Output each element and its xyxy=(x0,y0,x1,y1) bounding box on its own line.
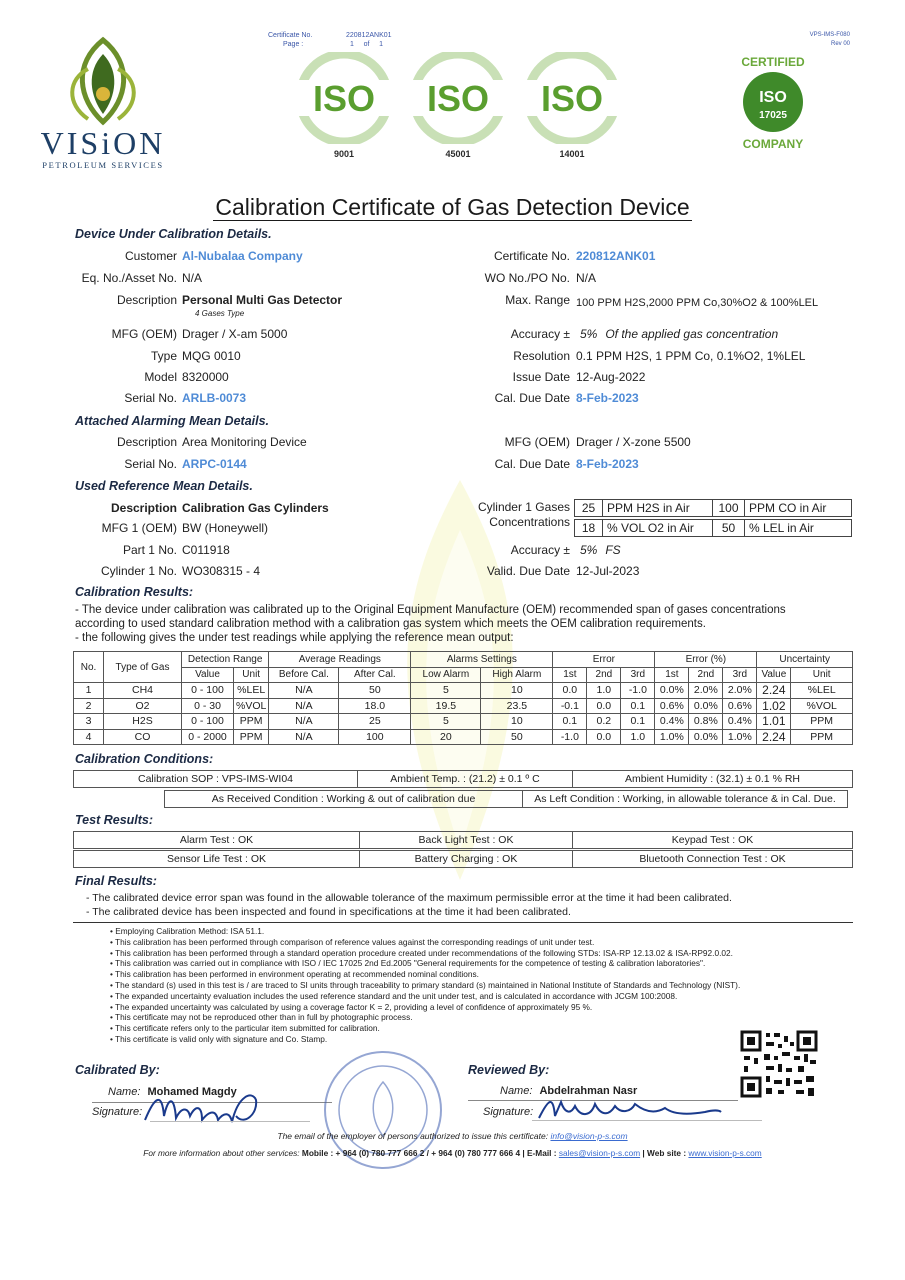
iso-globe-icon xyxy=(516,52,628,144)
table-row xyxy=(74,698,853,714)
table-cell: 0.0 xyxy=(587,698,621,714)
results-text xyxy=(75,603,865,645)
iso-badge xyxy=(516,52,628,159)
subcol: 3rd xyxy=(723,667,757,683)
gases-label: Cylinder 1 Gases xyxy=(477,500,570,514)
gas-value: 100 xyxy=(713,500,745,517)
iso-globe-icon xyxy=(402,52,514,144)
col-no: No. xyxy=(74,652,104,683)
ref-part-value: C011918 xyxy=(182,543,230,557)
test-cell: Sensor Life Test : OK xyxy=(74,851,360,867)
page-label: Page : xyxy=(283,41,304,48)
results-subheader-row xyxy=(74,667,853,683)
issue-value: 12-Aug-2022 xyxy=(576,370,646,384)
iso-word: ISO xyxy=(540,78,604,119)
table-cell: 10 xyxy=(481,714,553,730)
table-cell: 2 xyxy=(74,698,104,714)
table-cell: 50 xyxy=(481,729,553,745)
table-cell: %LEL xyxy=(791,683,853,699)
note-item: • The expanded uncertainty was calculated by using a coverage factor K = 2, providing a level of confidence of approximately 95 %. xyxy=(110,1001,593,1012)
company-logo xyxy=(28,34,178,174)
section-conditions: Calibration Conditions: xyxy=(75,752,214,766)
cert-no-small-value: 220812ANK01 xyxy=(346,32,392,39)
table-cell: 2.24 xyxy=(757,729,791,745)
table-cell: 1.0% xyxy=(723,729,757,745)
customer-value: Al-Nubalaa Company xyxy=(182,249,303,263)
section-alarm: Attached Alarming Mean Details. xyxy=(75,414,270,428)
table-cell: O2 xyxy=(104,698,182,714)
table-cell: 0.4% xyxy=(655,714,689,730)
note-item: • This certificate refers only to the particular item submitted for calibration. xyxy=(110,1023,380,1034)
wo-label: WO No./PO No. xyxy=(484,271,570,285)
table-cell: 25 xyxy=(339,714,411,730)
table-cell: 0.0% xyxy=(655,683,689,699)
contact-web-link[interactable]: www.vision-p-s.com xyxy=(688,1148,762,1158)
table-cell: 0.0% xyxy=(689,729,723,745)
subcol: Unit xyxy=(234,667,269,683)
contact-mail-link[interactable]: sales@vision-p-s.com xyxy=(558,1148,641,1158)
tests-row-2 xyxy=(73,850,853,868)
final-line-2: - The calibrated device has been inspected and found in specifications at the time it had been calibrated. xyxy=(86,906,571,918)
table-cell: 0.0% xyxy=(689,698,723,714)
seal-top: CERTIFIED xyxy=(741,55,805,69)
email-footer xyxy=(0,1131,905,1141)
model-label: Model xyxy=(144,370,177,384)
subcol: 1st xyxy=(655,667,689,683)
serial-value: ARLB-0073 xyxy=(182,391,247,405)
contact-mobile: Mobile : + 964 (0) 780 777 666 2 / + 964 (0) 780 777 666 4 | E-Mail : xyxy=(301,1148,557,1158)
humidity-cell: Ambient Humidity : (32.1) ± 0.1 % RH xyxy=(625,773,800,785)
table-cell: 18.0 xyxy=(339,698,411,714)
table-cell: 0.4% xyxy=(723,714,757,730)
table-cell: 10 xyxy=(481,683,553,699)
table-cell: 0.1 xyxy=(553,714,587,730)
table-cell: PPM xyxy=(234,729,269,745)
table-cell: 0.6% xyxy=(655,698,689,714)
subcol: After Cal. xyxy=(339,667,411,683)
ref-mfg-label: MFG 1 (OEM) xyxy=(101,521,177,535)
form-code: VPS-IMS-F080 xyxy=(809,32,850,38)
ref-cyl-label: Cylinder 1 No. xyxy=(100,564,177,578)
alarm-due-value: 8-Feb-2023 xyxy=(576,457,639,471)
results-header-row xyxy=(74,652,853,668)
table-cell: %LEL xyxy=(234,683,269,699)
table-cell: PPM xyxy=(791,729,853,745)
table-cell: -0.1 xyxy=(553,698,587,714)
table-row xyxy=(74,714,853,730)
table-cell: 0.6% xyxy=(723,698,757,714)
concentrations-label: Concentrations xyxy=(489,515,570,529)
subcol: 2nd xyxy=(587,667,621,683)
logo-subtitle: PETROLEUM SERVICES xyxy=(42,160,164,170)
certified-company-seal xyxy=(728,52,818,152)
seal-bottom: COMPANY xyxy=(742,137,804,151)
accuracy-label: Accuracy ± xyxy=(510,327,570,341)
ref-mfg-value: BW (Honeywell) xyxy=(182,521,269,535)
iso-9001-label: 9001 xyxy=(333,149,355,159)
gas-value: 18 xyxy=(575,520,603,537)
ref-part-label: Part 1 No. xyxy=(122,543,177,557)
results-body xyxy=(74,683,853,745)
table-cell: 1.02 xyxy=(757,698,791,714)
table-cell: 100 xyxy=(339,729,411,745)
gas-unit: PPM CO in Air xyxy=(745,500,852,517)
qr-code xyxy=(740,1030,818,1098)
eq-label: Eq. No./Asset No. xyxy=(81,271,177,285)
iso-badge xyxy=(288,52,400,159)
ref-accuracy-value: 5% xyxy=(580,543,598,557)
section-device: Device Under Calibration Details. xyxy=(75,227,272,241)
calibrated-by-label: Calibrated By: xyxy=(75,1063,160,1077)
accuracy-note: Of the applied gas concentration xyxy=(605,327,779,341)
subcol: High Alarm xyxy=(481,667,553,683)
section-tests: Test Results: xyxy=(75,813,154,827)
table-cell: -1.0 xyxy=(621,683,655,699)
certno-value: 220812ANK01 xyxy=(576,249,656,263)
gas-row xyxy=(575,500,852,517)
ref-valid-label: Valid. Due Date xyxy=(486,564,570,578)
col-detection: Detection Range xyxy=(182,652,269,668)
table-row xyxy=(74,683,853,699)
description-value: Personal Multi Gas Detector xyxy=(182,293,343,307)
ref-desc-value: Calibration Gas Cylinders xyxy=(182,501,329,515)
alarm-serial-label: Serial No. xyxy=(124,457,177,471)
contact-web-label: | Web site : xyxy=(642,1148,687,1158)
final-line-1: - The calibrated device error span was found in the allowable tolerance of the maximum permissible error at the time it had been calibrated. xyxy=(86,892,732,904)
col-readings: Average Readings xyxy=(269,652,411,668)
gas-unit: PPM H2S in Air xyxy=(603,500,713,517)
calibrator-name-label: Name: xyxy=(108,1086,141,1098)
mfg-value: Drager / X-am 5000 xyxy=(182,327,288,341)
calibrator-name: Mohamed Magdy xyxy=(147,1086,237,1098)
subcol: Low Alarm xyxy=(411,667,481,683)
ref-accuracy-label: Accuracy ± xyxy=(510,543,570,557)
serial-label: Serial No. xyxy=(124,391,177,405)
note-item: • This calibration was carried out in compliance with ISO / IEC 17025 2nd Ed.2005 "General requirements for the competence of testing & calibration laboratories". xyxy=(110,958,706,969)
type-label: Type xyxy=(150,349,177,363)
table-cell: 0 - 2000 xyxy=(182,729,234,745)
resolution-value: 0.1 PPM H2S, 1 PPM Co, 0.1%O2, 1%LEL xyxy=(576,349,806,363)
table-cell: 20 xyxy=(411,729,481,745)
table-cell: 2.24 xyxy=(757,683,791,699)
test-cell: Keypad Test : OK xyxy=(671,834,754,846)
temp-cell: Ambient Temp. : (21.2) ± 0.1 º C xyxy=(358,771,573,787)
iso-45001-label: 45001 xyxy=(445,149,471,159)
test-cell: Battery Charging : OK xyxy=(360,851,573,867)
table-cell: 3 xyxy=(74,714,104,730)
received-cell: As Received Condition : Working & out of calibration due xyxy=(165,791,523,807)
eq-value: N/A xyxy=(182,271,203,285)
results-para-2: according to used standard calibration method with a calibration gas system which meets the OEM calibration requirements. xyxy=(75,618,706,630)
model-value: 8320000 xyxy=(182,370,229,384)
table-cell: 1.0 xyxy=(587,683,621,699)
col-alarms: Alarms Settings xyxy=(411,652,553,668)
table-cell: PPM xyxy=(234,714,269,730)
reviewed-by-label: Reviewed By: xyxy=(468,1063,550,1077)
tests-row-1 xyxy=(73,831,853,849)
iso-badge xyxy=(402,52,514,159)
range-value: 100 PPM H2S,2000 PPM Co,30%O2 & 100%LEL xyxy=(576,297,819,309)
note-item: • Employing Calibration Method: ISA 51.1. xyxy=(110,926,265,936)
subcol: 3rd xyxy=(621,667,655,683)
table-cell: 2.0% xyxy=(723,683,757,699)
table-cell: H2S xyxy=(104,714,182,730)
table-cell: 1 xyxy=(74,683,104,699)
description-sub: 4 Gases Type xyxy=(195,309,245,318)
table-row xyxy=(74,729,853,745)
table-cell: 0 - 100 xyxy=(182,714,234,730)
table-cell: 1.0 xyxy=(621,729,655,745)
subcol: 2nd xyxy=(689,667,723,683)
note-item: • This certificate may not be reproduced other than in full by photographic process. xyxy=(110,1012,413,1023)
section-final: Final Results: xyxy=(75,874,157,888)
test-cell: Bluetooth Connection Test : OK xyxy=(639,853,786,865)
conditions-row-1 xyxy=(73,770,853,788)
gas-row xyxy=(575,520,852,537)
gas-unit: % LEL in Air xyxy=(745,520,852,537)
left-cell: As Left Condition : Working, in allowable tolerance & in Cal. Due. xyxy=(534,793,836,805)
test-cell: Back Light Test : OK xyxy=(360,832,573,848)
range-label: Max. Range xyxy=(505,293,570,307)
table-cell: 0.0 xyxy=(553,683,587,699)
alarm-desc-label: Description xyxy=(116,435,177,449)
calibrator-signature-line xyxy=(150,1121,310,1122)
subcol: Value xyxy=(182,667,234,683)
seal-iso: ISO xyxy=(759,89,787,106)
table-cell: 0 - 30 xyxy=(182,698,234,714)
divider xyxy=(73,922,853,923)
table-cell: N/A xyxy=(269,729,339,745)
calibration-results-table xyxy=(73,651,853,745)
col-gas: Type of Gas xyxy=(104,652,182,683)
conditions-row-2 xyxy=(164,790,848,808)
ref-desc-label: Description xyxy=(110,501,177,515)
note-item: • This calibration has been performed through a standard operation procedure created under recommendations of the following STDs: ISA-RP 12.13.02 & ISA-RP92.0.02. xyxy=(110,947,733,958)
table-cell: %VOL xyxy=(234,698,269,714)
reviewer-name-label: Name: xyxy=(500,1085,533,1097)
table-cell: 0.2 xyxy=(587,714,621,730)
ref-accuracy-unit: FS xyxy=(605,543,621,557)
resolution-label: Resolution xyxy=(513,349,570,363)
test-cell: Alarm Test : OK xyxy=(74,832,360,848)
table-cell: 50 xyxy=(339,683,411,699)
iso-badges xyxy=(288,52,628,162)
table-cell: 0.8% xyxy=(689,714,723,730)
alarm-mfg-value: Drager / X-zone 5500 xyxy=(576,435,691,449)
final-text xyxy=(86,891,856,919)
gas-value: 50 xyxy=(713,520,745,537)
table-cell: PPM xyxy=(791,714,853,730)
alarm-serial-value: ARPC-0144 xyxy=(182,457,247,471)
note-item: • This calibration has been performed through comparison of reference values against the corresponding readings of unit under test. xyxy=(110,936,595,947)
note-item: • This certificate is valid only with signature and Co. Stamp. xyxy=(110,1033,328,1044)
table-cell: 23.5 xyxy=(481,698,553,714)
sop-cell: Calibration SOP : VPS-IMS-WI04 xyxy=(74,771,358,787)
title-text: Calibration Certificate of Gas Detection Device xyxy=(215,194,690,220)
logo-leaf-icon xyxy=(28,34,178,126)
col-uncertainty: Uncertainty xyxy=(757,652,853,668)
table-cell: 5 xyxy=(411,683,481,699)
note-item: • This calibration has been performed in environment operating at recommended nominal conditions. xyxy=(110,969,479,980)
results-para-3: - the following gives the under test readings while applying the reference mean output: xyxy=(75,632,514,644)
col-error-pct: Error (%) xyxy=(655,652,757,668)
table-cell: 2.0% xyxy=(689,683,723,699)
customer-label: Customer xyxy=(124,249,177,263)
table-cell: N/A xyxy=(269,714,339,730)
due-label: Cal. Due Date xyxy=(494,391,570,405)
wo-value: N/A xyxy=(576,271,597,285)
table-cell: 4 xyxy=(74,729,104,745)
results-para-1: - The device under calibration was calibrated up to the Original Equipment Manufacture (OEM) recommended span of gases concentrations xyxy=(75,604,786,616)
table-cell: -1.0 xyxy=(553,729,587,745)
gas-concentrations-table xyxy=(574,499,852,537)
alarm-desc-value: Area Monitoring Device xyxy=(182,435,307,449)
note-item: • The expanded uncertainty evaluation includes the used reference standard and the unit under test, and is calculated in accordance with JCGM 100:2008. xyxy=(110,990,678,1001)
subcol: Unit xyxy=(791,667,853,683)
table-cell: N/A xyxy=(269,698,339,714)
iso-word: ISO xyxy=(312,78,376,119)
contact-footer xyxy=(0,1148,905,1158)
contact-pre: For more information about other services: xyxy=(143,1148,300,1158)
gas-value: 25 xyxy=(575,500,603,517)
iso-14001-label: 14001 xyxy=(559,149,585,159)
table-cell: CH4 xyxy=(104,683,182,699)
alarm-due-label: Cal. Due Date xyxy=(494,457,570,471)
reviewer-signature-label: Signature: xyxy=(483,1106,534,1118)
alarm-mfg-label: MFG (OEM) xyxy=(504,435,570,449)
ref-cyl-value: WO308315 - 4 xyxy=(182,564,261,578)
type-value: MQG 0010 xyxy=(182,349,241,363)
certno-label: Certificate No. xyxy=(493,249,570,263)
table-cell: CO xyxy=(104,729,182,745)
reviewer-name: Abdelrahman Nasr xyxy=(539,1085,638,1097)
table-cell: 0.0 xyxy=(587,729,621,745)
accuracy-value: 5% xyxy=(580,327,598,341)
subcol: Before Cal. xyxy=(269,667,339,683)
email-line: The email of the employer of persons authorized to issue this certificate: xyxy=(277,1131,549,1141)
reviewer-signature-line xyxy=(532,1120,762,1121)
ref-valid-value: 12-Jul-2023 xyxy=(576,564,640,578)
section-reference: Used Reference Mean Details. xyxy=(75,479,253,493)
notes-list xyxy=(110,926,850,1045)
gas-unit: % VOL O2 in Air xyxy=(603,520,713,537)
table-cell: 0.1 xyxy=(621,698,655,714)
table-cell: 19.5 xyxy=(411,698,481,714)
form-revision: Rev 00 xyxy=(830,41,850,47)
table-cell: 1.01 xyxy=(757,714,791,730)
table-cell: 0 - 100 xyxy=(182,683,234,699)
description-label: Description xyxy=(116,293,177,307)
cert-no-small-label: Certificate No. xyxy=(268,32,313,39)
iso-globe-icon xyxy=(288,52,400,144)
table-cell: N/A xyxy=(269,683,339,699)
page-value: 1 of 1 xyxy=(350,41,384,48)
subcol: Value xyxy=(757,667,791,683)
subcol: 1st xyxy=(553,667,587,683)
logo-name: VISiON xyxy=(40,125,166,161)
calibrator-signature-label: Signature: xyxy=(92,1106,143,1118)
iso-word: ISO xyxy=(426,78,490,119)
email-link[interactable]: info@vision-p-s.com xyxy=(550,1131,628,1141)
table-cell: %VOL xyxy=(791,698,853,714)
mfg-label: MFG (OEM) xyxy=(111,327,177,341)
table-cell: 0.1 xyxy=(621,714,655,730)
section-results: Calibration Results: xyxy=(75,585,194,599)
document-title xyxy=(0,194,905,221)
note-item: • The standard (s) used in this test is / are traced to SI units through traceability to primary standard (s) maintained in National Institute of Standards and Technology (NIST). xyxy=(110,979,741,990)
table-cell: 5 xyxy=(411,714,481,730)
table-cell: 1.0% xyxy=(655,729,689,745)
issue-label: Issue Date xyxy=(512,370,570,384)
due-value: 8-Feb-2023 xyxy=(576,391,639,405)
col-error: Error xyxy=(553,652,655,668)
seal-num: 17025 xyxy=(759,110,787,121)
